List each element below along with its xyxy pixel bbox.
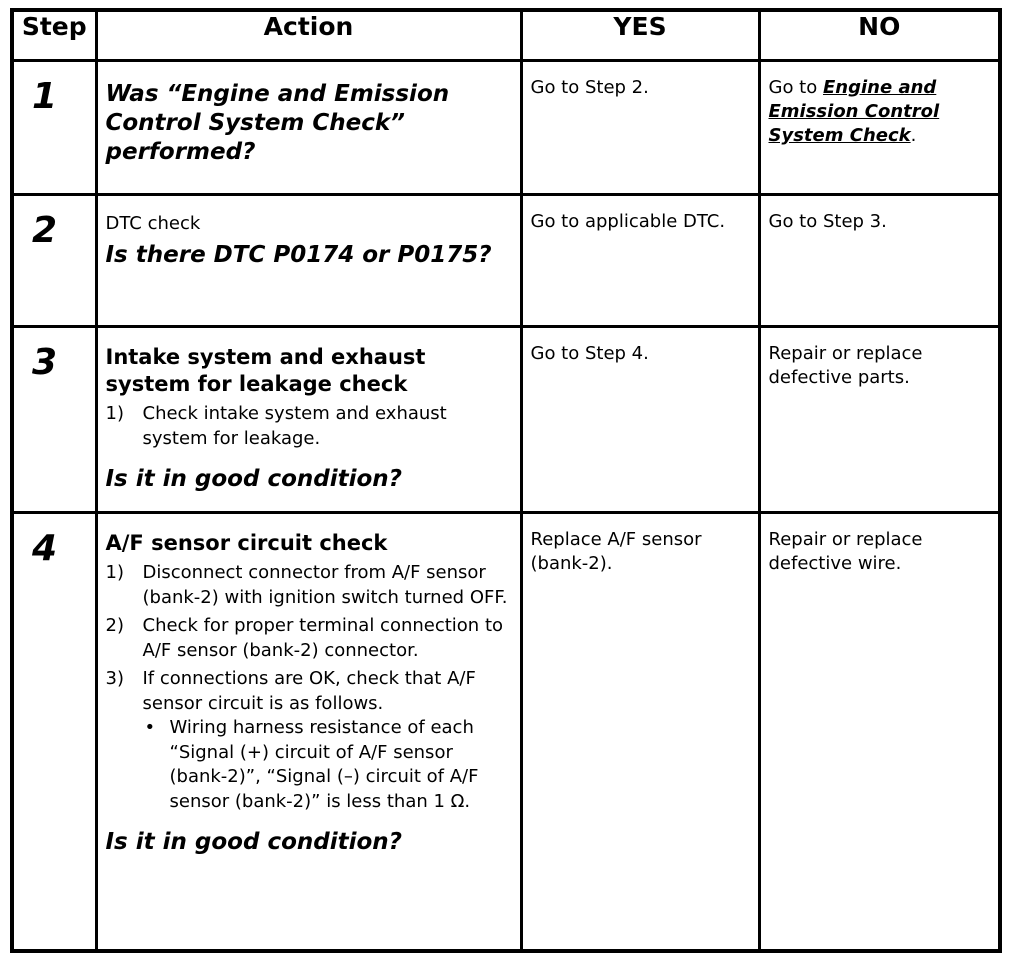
list-item — [106, 402, 512, 451]
step-question: Was “Engine and Emission Control System Check” performed? — [105, 81, 450, 165]
yes-cell: Go to applicable DTC. — [521, 195, 759, 327]
action-cell — [96, 327, 521, 513]
table-row — [12, 195, 1000, 327]
action-cell — [96, 61, 521, 195]
header-action: Action — [96, 10, 521, 61]
bullet-icon: • — [144, 717, 156, 738]
no-cell: Repair or replace defective parts. — [759, 327, 1000, 513]
list-item-text: Check intake system and exhaust system for leakage. — [142, 403, 447, 449]
step-question: Is it in good condition? — [105, 466, 402, 492]
table-row — [12, 327, 1000, 513]
list-item-number: 2) — [105, 615, 124, 636]
list-item — [106, 667, 512, 716]
header-no: NO — [759, 10, 1000, 61]
diagnostic-flow-table — [10, 8, 1002, 953]
header-row — [12, 10, 1000, 61]
list-item — [106, 561, 512, 610]
step-question: Is it in good condition? — [105, 829, 402, 855]
bullet-item — [143, 716, 512, 814]
bullet-text: Wiring harness resistance of each “Signal (+) circuit of A/F sensor (bank-2)”, “Signal (–) circuit of A/F sensor (bank-2)” is less than 1 Ω. — [169, 717, 479, 812]
list-item — [106, 614, 512, 663]
step-title: DTC check — [105, 213, 201, 234]
table-row — [12, 513, 1000, 952]
header-step: Step — [12, 10, 96, 61]
yes-cell: Go to Step 4. — [521, 327, 759, 513]
step-heading: A/F sensor circuit check — [105, 531, 388, 555]
list-item-number: 3) — [105, 668, 124, 689]
list-item-text: If connections are OK, check that A/F sensor circuit is as follows. — [142, 668, 476, 714]
step-number: 2 — [12, 195, 96, 327]
action-cell — [96, 513, 521, 952]
no-cell — [759, 61, 1000, 195]
table-row — [12, 61, 1000, 195]
list-item-text: Check for proper terminal connection to A/F sensor (bank-2) connector. — [142, 615, 504, 661]
action-cell — [96, 195, 521, 327]
list-item-number: 1) — [105, 562, 124, 583]
no-suffix: . — [910, 125, 917, 146]
step-number: 1 — [12, 61, 96, 195]
step-number: 4 — [12, 513, 96, 952]
step-number: 3 — [12, 327, 96, 513]
no-cell: Repair or replace defective wire. — [759, 513, 1000, 952]
header-yes: YES — [521, 10, 759, 61]
list-item-text: Disconnect connector from A/F sensor (bank-2) with ignition switch turned OFF. — [142, 562, 508, 608]
list-item-number: 1) — [105, 403, 124, 424]
yes-cell: Go to Step 2. — [521, 61, 759, 195]
step-heading: Intake system and exhaust system for leakage check — [105, 345, 426, 396]
no-prefix: Go to — [768, 77, 823, 98]
no-cell: Go to Step 3. — [759, 195, 1000, 327]
step-question: Is there DTC P0174 or P0175? — [105, 242, 492, 268]
engine-emission-check-link[interactable]: Engine and Emission Control System Check — [768, 77, 940, 146]
yes-cell: Replace A/F sensor (bank-2). — [521, 513, 759, 952]
